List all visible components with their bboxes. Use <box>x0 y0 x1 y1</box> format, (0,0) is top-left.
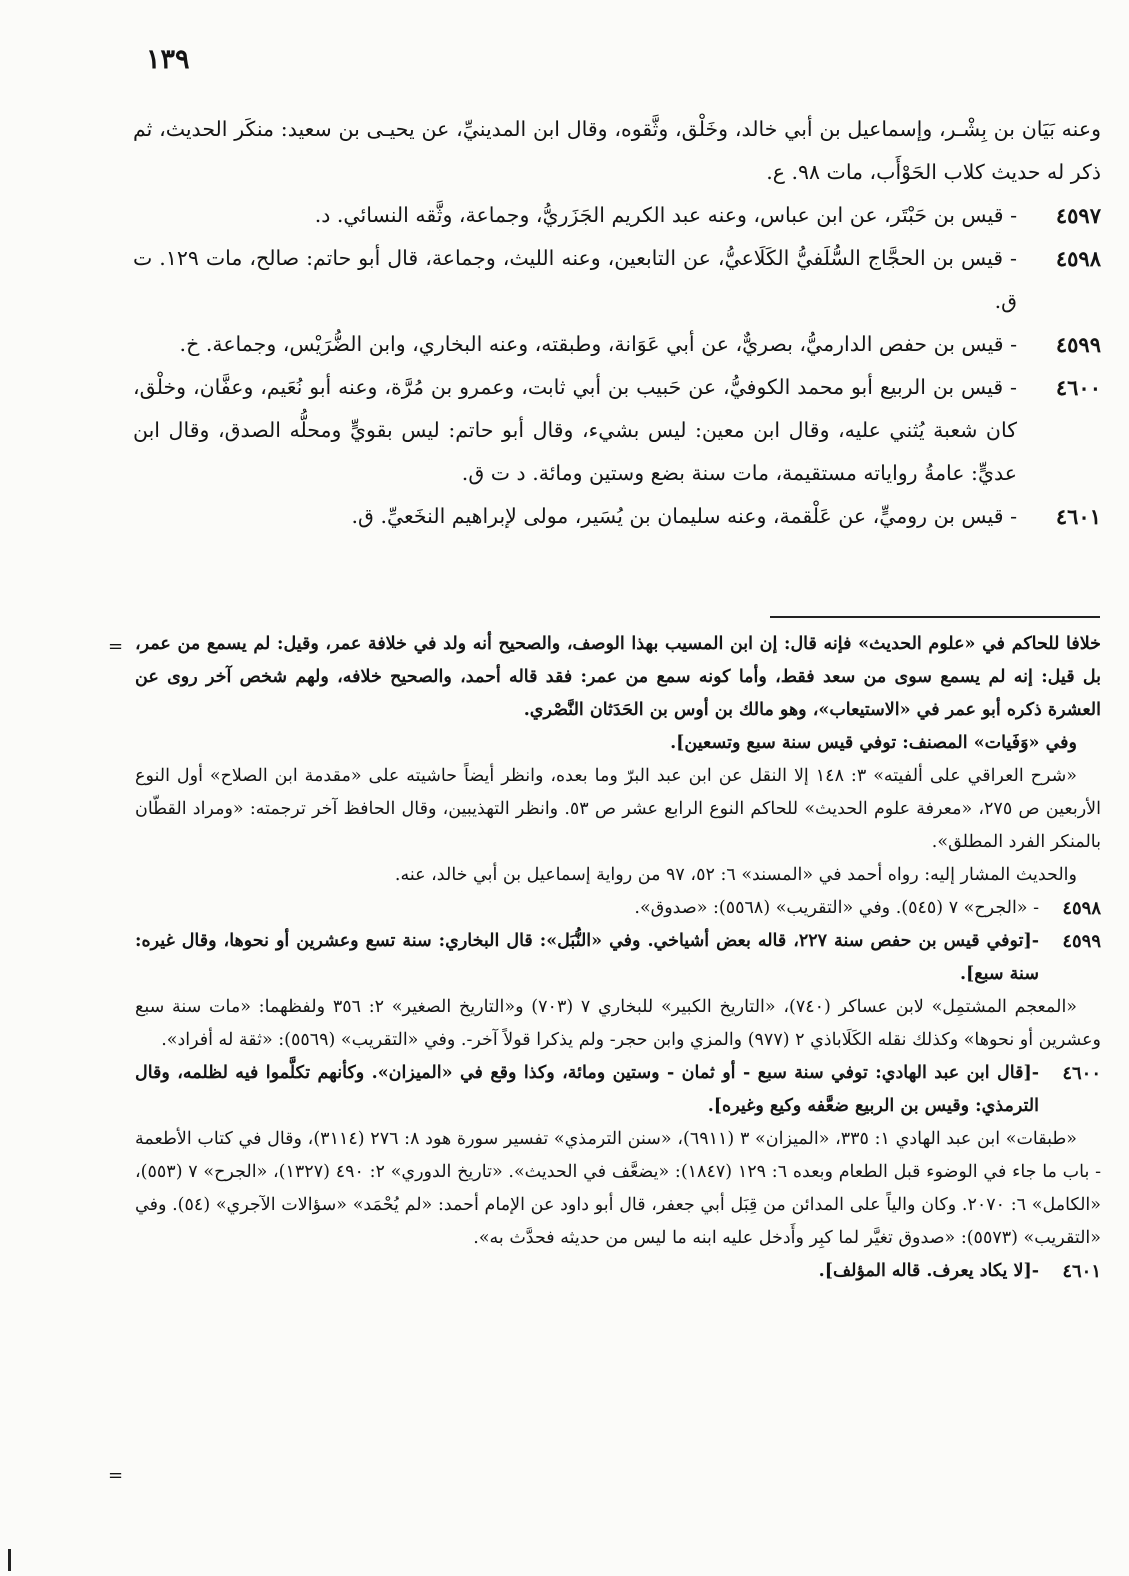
footnote-text: -[لا يكاد يعرف. قاله المؤلف]. <box>818 1261 1039 1281</box>
entry-4598 <box>133 237 1101 323</box>
footnote-text: «المعجم المشتمِل» لابن عساكر (٧٤٠)، «التاريخ الكبير» للبخاري ٧ (٧٠٣) و«التاريخ الصغير» ٢: ٣٥٦ ولفظهما: «مات سنة سبع وعشرين أو نحوها» وكذلك نقله الكَلَاباذي ٢ (٩٧٧) والمزي وابن حجر- ولم يذكرا قولاً آخر-. وفي «التقريب» (٥٥٦٩): «ثقة له أفراد». <box>135 997 1101 1050</box>
footnote-4598 <box>135 892 1101 925</box>
footnote-paragraph <box>135 628 1101 727</box>
entry-text: - قيس بن الربيع أبو محمد الكوفيُّ، عن حَبيب بن أبي ثابت، وعمرو بن مُرَّة، وعنه أبو نُعَيم، وعفَّان، وخلْق، كان شعبة يُثني عليه، وقال ابن معين: ليس بشيء، وقال أبو حاتم: ليس بقويٍّ ومحلُّه الصدق، وقال ابن عديٍّ: عامةُ رواياته مستقيمة، مات سنة بضع وستين ومائة. د ت ق. <box>133 375 1017 485</box>
entry-4600 <box>133 366 1101 495</box>
page-number: ١٣٩ <box>146 44 190 75</box>
entry-number: ٤٥٩٧ <box>1055 203 1101 228</box>
footnote-text: «طبقات» ابن عبد الهادي ١: ٣٣٥، «الميزان» ٣ (٦٩١١)، «سنن الترمذي» تفسير سورة هود ٨: ٢٧٦ (٣١١٤)، وقال في كتاب الأطعمة - باب ما جاء في الوضوء قبل الطعام وبعده ٦: ١٢٩ (١٨٤٧): «يضعَّف في الحديث». «تاريخ الدوري» ٢: ٤٩٠ (١٣٢٧)، «الجرح» ٧ (٥٥٣)، «الكامل» ٦: ٢٠٧٠. وكان والياً على المدائن من قِبَل أبي جعفر، قال أبو داود عن الإمام أحمد: «لم يُحْمَد» «سؤالات الآجري» (٥٤). وفي «التقريب» (٥٥٧٣): «صدوق تغيَّر لما كبِر وأَدخل عليه ابنه ما ليس من حديثه فحدَّث به». <box>135 1129 1102 1248</box>
entry-number: ٤٥٩٨ <box>1055 246 1101 271</box>
footnote-4600 <box>135 1057 1101 1123</box>
footnote-4601 <box>135 1255 1101 1288</box>
entry-number: ٤٦٠٠ <box>1055 375 1101 400</box>
footnote-text: خلافا للحاكم في «علوم الحديث» فإنه قال: إن ابن المسيب بهذا الوصف، والصحيح أنه ولد في خلافة عمر، وقيل: لم يسمع من عمر، بل قيل: إنه لم يسمع سوى من سعد فقط، وأما كونه سمع من عمر: فقد قاله أحمد، والصحيح خلافه، ولهم شخص آخر روى عن العشرة ذكره أبو عمر في «الاستيعاب»، وهو مالك بن أوس بن الحَدَثان النَّصْري. <box>135 634 1101 720</box>
footnote-text: -[قال ابن عبد الهادي: توفي سنة سبع - أو ثمان - وستين ومائة، وكذا وقع في «الميزان». وكأنهم تكلَّموا فيه لظلمه، وقال الترمذي: وقيس بن الربيع ضعَّفه وكيع وغيره]. <box>135 1063 1039 1116</box>
footnote-separator <box>770 616 1100 618</box>
continuation-mark-top: = <box>108 636 124 657</box>
footnote-paragraph <box>135 727 1101 760</box>
entry-continuation <box>133 108 1101 194</box>
entry-4597 <box>133 194 1101 237</box>
footnotes <box>135 628 1101 1288</box>
footnote-number: ٤٥٩٨ <box>1062 898 1101 919</box>
entry-4599 <box>133 323 1101 366</box>
footnote-number: ٤٦٠٠ <box>1062 1063 1101 1084</box>
entry-text: - قيس بن الحجَّاج السُّلَفيُّ الكَلَاعيُّ، عن التابعين، وعنه الليث، وجماعة، قال أبو حاتم: صالح، مات ١٢٩. ت ق. <box>133 246 1017 313</box>
footnote-text: - «الجرح» ٧ (٥٤٥). وفي «التقريب» (٥٥٦٨): «صدوق». <box>634 898 1039 918</box>
footnote-text: «شرح العراقي على ألفيته» ٣: ١٤٨ إلا النقل عن ابن عبد البرّ وما بعده، وانظر أيضاً حاشيته على «مقدمة ابن الصلاح» أول النوع الأربعين ص ٢٧٥، «معرفة علوم الحديث» للحاكم النوع الرابع عشر ص ٥٣. وانظر التهذيبين، وقال الحافظ آخر ترجمته: «ومراد القطّان بالمنكر الفرد المطلق». <box>135 766 1101 852</box>
footnote-text: وفي «وَفَيات» المصنف: توفي قيس سنة سبع وتسعين]. <box>670 733 1077 753</box>
footnote-paragraph <box>135 760 1101 859</box>
entry-text: - قيس بن حفص الدارميُّ، بصريٌّ، عن أبي عَوَانة، وطبقته، وعنه البخاري، وابن الضُّرَيْس، وجماعة. خ. <box>179 332 1017 356</box>
entry-number: ٤٥٩٩ <box>1055 332 1101 357</box>
continuation-mark-bottom: = <box>108 1465 124 1486</box>
footnote-paragraph <box>135 859 1101 892</box>
footnote-number: ٤٥٩٩ <box>1062 931 1101 952</box>
footnote-paragraph <box>135 991 1101 1057</box>
main-text <box>133 108 1101 538</box>
entry-4601 <box>133 495 1101 538</box>
footnote-paragraph <box>135 1123 1101 1255</box>
entry-text: وعنه بَيَان بن بِشْـر، وإسماعيل بن أبي خالد، وخَلْق، وثَّقوه، وقال ابن المدينيِّ، عن يحيـى بن سعيد: منكَر الحديث، ثم ذكر له حديث كلاب الحَوْأَب، مات ٩٨. ع. <box>133 117 1101 184</box>
footnote-4599 <box>135 925 1101 991</box>
entry-text: - قيس بن حَبْتَر، عن ابن عباس، وعنه عبد الكريم الجَزَريُّ، وجماعة، وثَّقه النسائي. د. <box>314 203 1017 227</box>
entry-text: - قيس بن روميٍّ، عن عَلْقمة، وعنه سليمان بن يُسَير، مولى لإبراهيم النخَعيِّ. ق. <box>351 504 1017 528</box>
entry-number: ٤٦٠١ <box>1055 504 1101 529</box>
footnote-text: والحديث المشار إليه: رواه أحمد في «المسند» ٦: ٥٢، ٩٧ من رواية إسماعيل بن أبي خالد، عنه. <box>394 865 1077 885</box>
scan-edge-mark <box>8 1549 11 1571</box>
footnote-number: ٤٦٠١ <box>1062 1261 1101 1282</box>
footnote-text: -[توفي قيس بن حفص سنة ٢٢٧، قاله بعض أشياخي. وفي «النُّبَل»: قال البخاري: سنة تسع وعشرين أو نحوها، وقال غيره: سنة سبع]. <box>135 931 1039 984</box>
